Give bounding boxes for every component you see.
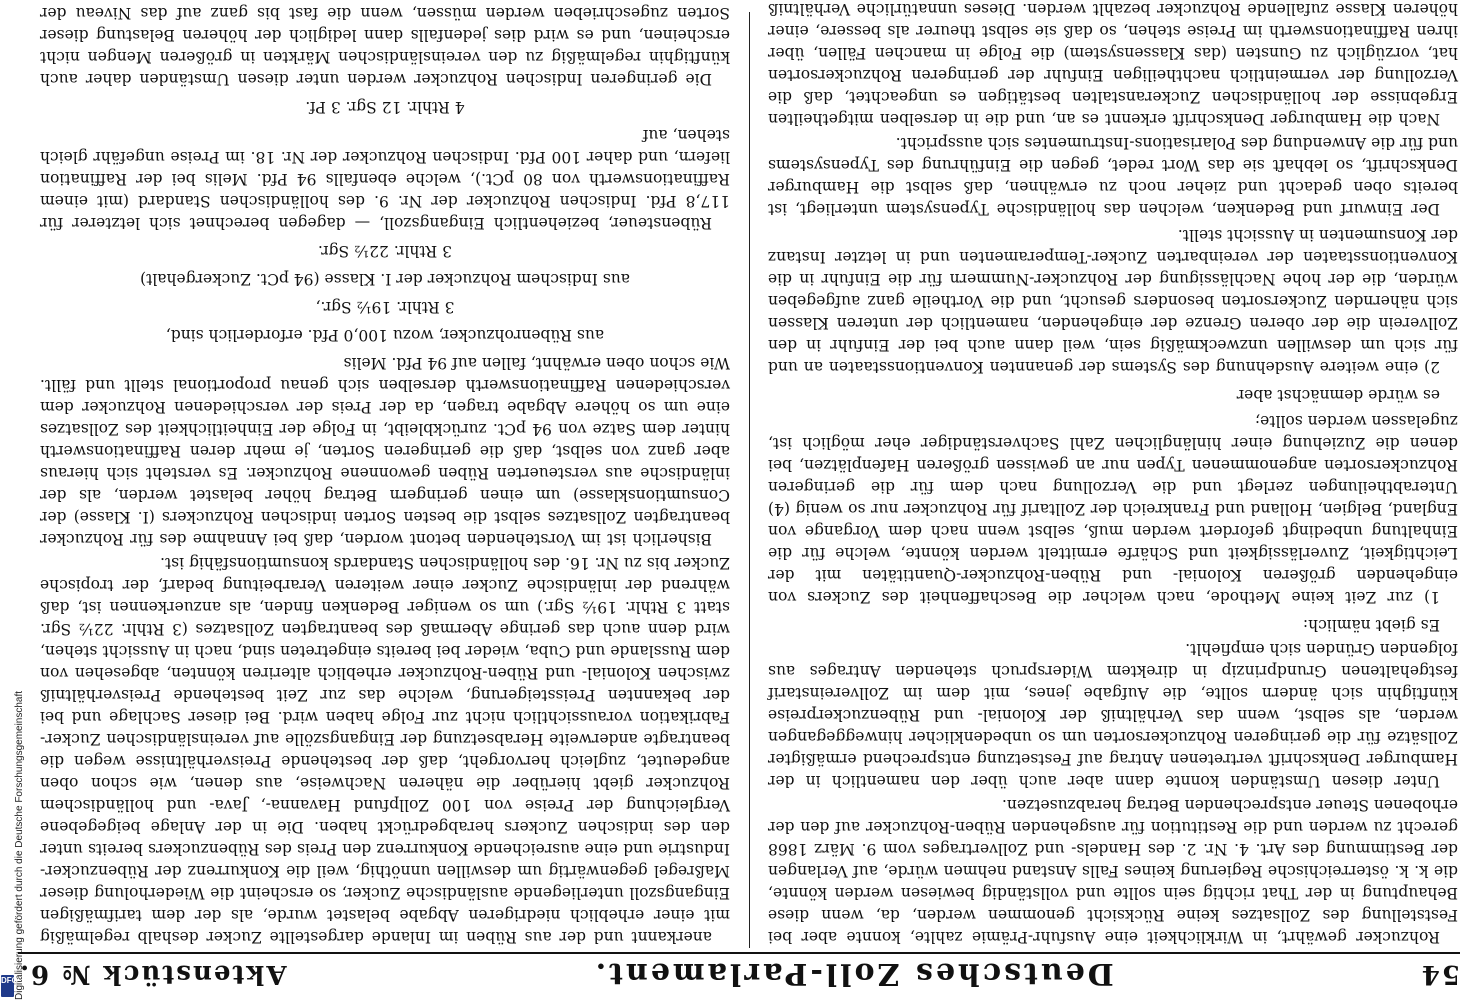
text-column-left	[768, 0, 1458, 948]
attachment-label: Aktenstück № 6.	[18, 959, 287, 989]
paragraph: Es giebt nämlich:	[1302, 616, 1440, 634]
paragraph: Die geringeren Indischen Rohzucker werden unter diesen Umständen daher auch künftighin regelmäßig zu den vereinsländischen Märkten in größeren Mengen nicht erscheinen, und es wird dies jedenfalls dann lediglich der höheren Belastung dieser Sorten zugeschrieben werden müssen, wenn die fast bis ganz auf das Niveau der	[40, 4, 730, 88]
calculation-value: 4 Rthlr. 12 Sgr. 3 Pf.	[305, 98, 465, 116]
paragraph: Der Einwurf und Bedenken, welchen das holländische Typensystem unterliegt, ist bereits oben gedacht und zieher noch zu erwähnen, daß selbst die Hamburger Denkschrift, so lebhaft sie das Wort redet, gegen die Einführung des Typensystems und für die Anwendung des Polarisations-Instrumentes sich ausspricht.	[768, 134, 1458, 218]
page-title: Deutsches Zoll-Parlament.	[592, 956, 1114, 992]
paragraph: es würde demnächst aber	[1236, 386, 1440, 404]
text-column-right	[40, 4, 730, 948]
calculation-label: aus Indischem Rohzucker der I. Klasse (94 pCt. Zuckergehalt)	[140, 270, 630, 288]
paragraph: Rohzucker gewährt, in Wirklichkeit eine Ausfuhr-Prämie zahlte, konnte aber bei Feststellung des Zollsatzes keine Rücksicht genommen werden, da, wenn diese Behauptung in der That richtig sein sollte und vollständig bewiesen werden könnte, die k. k. österreichische Regierung keines Falls Anstand nehmen würde, auf Verlangen der Bestimmung des Art. 4. Nr. 2. des Handels- und Zollvertrages vom 9. März 1868 gerecht zu werden und die Restitution für ausgehenden Rüben-Rohzucker auf den der erhobenen Steuer entsprechenden Betrag herabzusetzen.	[768, 796, 1458, 946]
calculation-label: aus Rübenrohzucker, wozu 100,0 Pfd. erforderlich sind,	[165, 326, 605, 344]
paragraph: Unter diesen Umständen konnte dann aber auch über den namentlich in der Hamburger Denkschrift vertretenen Antrag auf Festsetzung entsprechend ermäßigter Zollsätze für die geringeren Rohzuckersorten um so unbedenklicher hinweggegangen werden, als selbst, wenn das Verhältniß der Kolonial- und Rübenzuckerpreise künftighin sich ändern sollte, die Aufgabe jenes, mit dem im Zollvereinstarif festgehaltenen Grundprinzip in direktem Widerspruch stehenden Antrages aus folgenden Gründen sich empfiehlt.	[768, 640, 1458, 790]
paragraph: Nach die Hamburger Denkschrift erkennt es an, und die in derselben mitgetheilten Ergebnisse der holländischen Zuckeranstalten bestätigen es ungeachtet, daß die Verzollung der vermeintlich nachtheiligen Einfuhr der geringeren Rohzuckersorten hat, vorzüglich zu Gunsten (das Klassensystem) die Folge in manchen Fällen, über ihren Raffinationswerth im Preise stehen, so daß sie selbst theurer als bessere, einer höheren Klasse zufallende Rohzucker bezahlt werden. Dieses unnatürliche Verhältniß	[768, 0, 1458, 128]
page-number: 54	[1419, 959, 1460, 989]
paragraph: Rübensteuer, beziehentlich Eingangszoll, — dagegen berechnet sich letzterer für 117,8 Pfd. Indischen Rohzucker der Nr. 9. des holländischen Standard (mit einem Raffinationswerth von 80 pCt.), welche ebenfalls 94 Pfd. Melis bei der Raffination liefern, und daher 100 Pfd. Indischen Rohzucker der Nr. 18. im Preise ungefähr gleich stehen, auf	[40, 126, 730, 232]
paragraph: anerkannt und der aus Rüben im Inlande dargestellte Zucker deshalb regelmäßig mit einer erheblich niedrigeren Abgabe belastet wurde, als der dem tarifmäßigen Eingangszoll unterliegende ausländische Zucker, so erscheint die Wiederholung dieser Maßregel gegenwärtig um deswillen unnöthig, weil die Konkurrenz der Rübenzucker-Industrie und eine ausreichende Konkurrenz den Preis des Rübenzuckers bereits unter den des indischen Zuckers herabgedrückt haben. Die in der Anlage beigegebene Vergleichung der Preise von 100 Zollpfund Havanna-, Java- und holländischem Rohzucker giebt hierüber die näheren Nachweise, aus denen, wie schon oben angedeutet, zugleich hervorgeht, daß der bestehende Preisverhältnisse wegen die beantragte anderweite Herabsetzung der Eingangszölle auf vereinsländischen Zucker-Fabrikation voraussichtlich nicht zur Folge haben wird. Bei dieser Sachlage und bei der bekannten Preissteigerung, welche das zur Zeit bestehende Preisverhältniß zwischen Kolonial- und Rüben-Rohzucker erheblich alteriren könnten, abgesehen von dem Russlande und Cuba, wieder bei bereits eingetreten sind, nach in Aussicht stehen, wird denn auch das geringe Abermaß des beantragten Zollsatzes (3 Rthlr. 22½ Sgr. statt 3 Rthlr. 19½ Sgr.) um so weniger Bedenken finden, als anzuerkennen ist, daß während der inländische Zucker einer weiteren Verarbeitung bedarf, der tropische Zucker bis zu Nr. 16. des holländischen Standards konsumtionsfähig ist.	[40, 554, 730, 946]
calculation-value: 3 Rthlr. 22½ Sgr.	[317, 242, 453, 260]
calculation-value: 3 Rthlr. 19½ Sgr.,	[315, 298, 455, 316]
page-header	[18, 952, 1460, 994]
column-divider	[749, 12, 750, 948]
list-item: 1) zur Zeit keine Methode, nach welcher die Beschaffenheit des Zuckers von eingehenden größeren Kolonial- und Rüben-Rohzucker-Quantitäten mit der Leichtigkeit, Zuverlässigkeit und Schärfe ermittelt werden könnte, welche für die Einhaltung unbedingt gefordert werden muß, selbst wenn nach dem Vorgange von England, Belgien, Holland und Frankreich der Zolltarif für Rohzucker nur so wenig (4) Unterabtheilungen zerlegt und die Verzollung nach dem für die geringeren Rohzuckersorten angenommenen Typen nur an gewissen größeren Hafenplätzen, bei denen die Zuziehung einer hinlänglichen Zahl Sachverständiger eher möglich ist, zugelassen werden sollte;	[768, 412, 1458, 606]
paragraph: Bisherlich ist im Vorstehenden betont worden, daß bei Annahme des für Rohzucker beantragten Zollsatzes selbst die besten Sorten indischen Rohzuckers (I. Klasse) der Consumtionsklasse) um einen geringern Betrag höher belastet werden, als der inländische aus versteuerten Rüben gewonnene Rohzucker. Es versteht sich hieraus aber ganz von selbst, daß die geringeren Sorten, je mehr deren Raffinationswerth hinter dem Satze von 94 pCt. zurückbleibt, in Folge der Einheitlichkeit des Zollsatzes eine um so höhere Abgabe tragen, da der Preis der verschiedenen Rohzucker dem verschiedenen Raffinationswerth derselben sich genau proportional stellt und fällt. Wie schon oben erwähnt, fallen auf 94 Pfd. Melis	[40, 354, 730, 548]
dfg-logo: DFG	[1, 975, 14, 997]
list-item: 2) eine weitere Ausdehnung des Systems der genannten Konventionsstaaten an und für sich um deswillen unzweckmäßig sein, weil dann auch bei der Einfuhr in den Zollverein die der oberen Grenze der eingehenden, namentlich der unteren Klassen sich nähernden Zuckersorten besonders gesucht, und die Vortheile ganz aufgegeben würden, die der hohe Nachlässigung der Rohzucker-Nummern für die Einfuhr in die Konventionsstaaten der vereinbarten Zucker-Temperamenten und in letzter Instanz der Konsumenten in Aussicht stellt.	[768, 226, 1458, 376]
digitization-note: Digitalisierung gefördert durch die Deutsche Forschungsgemeinschaft	[14, 690, 25, 1000]
